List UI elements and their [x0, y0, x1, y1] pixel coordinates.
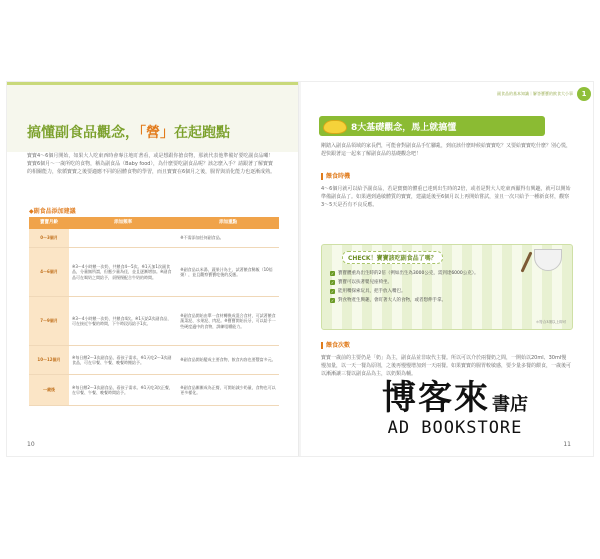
feeding-count-body: 寶寶一歲前的主要仍是「奶」為主，副食品並非取代主餐。所以可以介於兩餐奶之間，一開始以20ml、30ml慢慢加量，以一天一餐為原則，之後再慢慢增加到一天兩餐。如果寶寶的腸胃較敏感，要少量多餐的餵食，一歲後可以漸漸讓三餐以副食品為主，以奶類為輔。 — [321, 355, 572, 377]
bookstore-watermark — [340, 380, 570, 438]
watermark-chinese: 博客來 書店 — [382, 378, 528, 418]
checklist-note: ＊符合3項以上即可 — [535, 320, 566, 324]
header-age: 寶寶月齡 — [29, 217, 69, 229]
left-page — [7, 82, 299, 456]
table-row: 7～9個月 ※3～4小時餵一次奶，共餵食4次。※1天給2次副食品，可在接近午餐的時間，下午時段再給予1次。 ※副食品開始由單一食材轉換成混合食材，可試著餵食蔬菜泥、水果泥、肉泥。※寶寶開始長牙，可以給予一些硬度適中的食物，訓練咀嚼能力。 — [29, 297, 279, 346]
checklist-title: CHECK！寶寶該吃副食品了嗎？ — [342, 251, 443, 264]
page-number-right: 11 — [563, 441, 571, 448]
check-icon: ✓ — [330, 298, 335, 303]
running-head: 副食品的基本知識｜解答寶寶的飲食大小事 — [497, 91, 573, 96]
list-item: ✓ 寶寶體重為出生時的2倍（例如出生為3000公克，需到達6000公克）。 — [330, 271, 479, 276]
list-item: ✓ 對食物產生興趣，會盯著大人的食物，或者想伸手拿。 — [330, 298, 446, 303]
list-item: ✓ 能用嘴探索玩具，把手放入嘴巴。 — [330, 289, 406, 294]
table-row: 10～12個月 ※每日餵2～3次副食品，看孩子需求。※1天吃2～3次副食品，可在早餐、午餐、晚餐時餵給予。 ※副食品開始變成主要食物，飲食內容也要豐富多元。 — [29, 346, 279, 375]
section-heading: 8大基礎觀念，馬上就搞懂 — [319, 116, 545, 136]
top-stripe — [7, 82, 299, 85]
feeding-count-heading: 餵食次數 — [321, 342, 350, 349]
page-title: 搞懂副食品觀念，「營」在起跑點 — [27, 125, 230, 141]
list-item: ✓ 寶寶可以扶著嬰兒座椅坐。 — [330, 280, 392, 285]
bowl-icon — [534, 249, 562, 271]
banana-icon — [323, 120, 347, 134]
intro-paragraph: 寶寶4～6個月開始，如果大人吃東西時會專注地盯著看，或是想跟你搶食物，那就代表他準備好要吃副食品囉！寶寶6個月～一歲所吃的食物，稱為副食品（Baby food），為什麼要吃副食品呢？該怎麼入手？請跟著了解寶寶的相關能力，依循寶寶之後要適應不同的固體食物的學習，而且寶寶在6個月之後，腸胃與消化能力也逐漸成熟。 — [27, 153, 276, 175]
check-icon: ✓ — [330, 271, 335, 276]
header-frequency: 添加頻率 — [69, 217, 177, 229]
table-row: 4～6個月 ※3～4小時餵一次奶，共餵食4～5次。※1天加1次副食品，分量無所謂，但應少量為佳，並且逐漸增加。※副食品可在喝奶之間給予，須慢慢配合牛奶的時間。 ※副食品以米湯、蔬果汁為主，試著餵食稀飯（10倍粥），並且觀察寶寶吃後的反應。 — [29, 248, 279, 297]
chapter-tab — [497, 87, 591, 101]
right-intro-paragraph: 剛踏入副食品領域的家長們，可能會對副食品手忙腳亂，到底該什麼時候給寶寶吃？又要給寶寶吃什麼？別心慌，趕快跟著這一起來了解副食品的基礎觀念吧！ — [321, 143, 572, 157]
chapter-number-badge: 1 — [577, 87, 591, 101]
table-row: 0～3個月 ※不需添加任何副食品。 — [29, 229, 279, 248]
checklist — [330, 269, 479, 305]
table-heading: ◆副食品添加建議 — [29, 208, 76, 215]
watermark-english: AD BOOKSTORE — [387, 418, 523, 438]
spoon-icon — [520, 251, 532, 272]
header-note: 添加重點 — [177, 217, 279, 229]
page-number-left: 10 — [27, 441, 35, 448]
checklist-box — [321, 244, 573, 330]
check-icon: ✓ — [330, 289, 335, 294]
feeding-table — [29, 217, 279, 406]
feeding-timing-body: 4～6個月就可以給予副食品，若是寶寶的體重已達到出生時的2倍，或者是對大人吃東西顯得有興趣，就可以開始準備副食品了。如果遇到過敏體質的寶寶，建議延後至6個月以上再開始嘗試，並且一次只給予一種新食材，觀察3～5天是否有不良反應。 — [321, 186, 571, 208]
feeding-timing-heading: 餵食時機 — [321, 173, 350, 180]
table-row: 一歲後 ※每日餵2～3次副食品，看孩子需求。※1天吃3次正餐，在早餐、午餐、晚餐時間給予。 ※副食品漸漸成為正餐，可開始減少奶量，食物也可以更多樣化。 — [29, 375, 279, 406]
check-icon: ✓ — [330, 280, 335, 285]
